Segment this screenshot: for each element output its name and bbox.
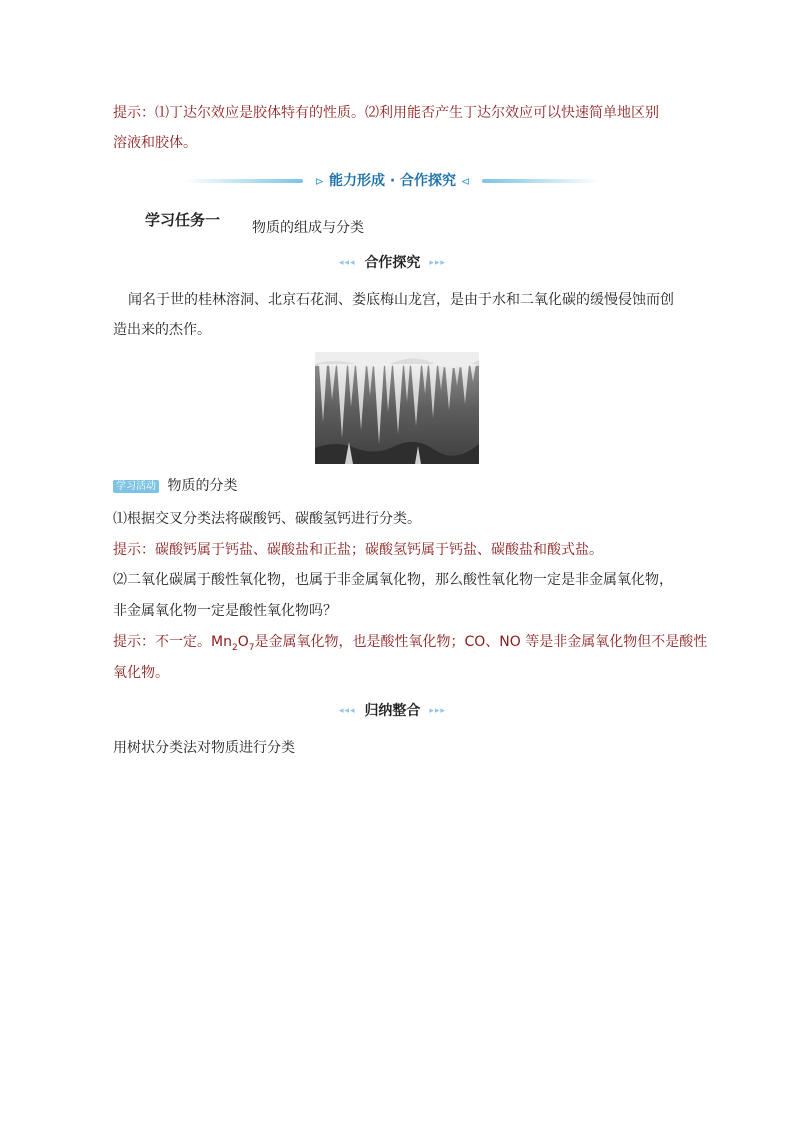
banner-arrow-left-icon: ⊲ — [460, 175, 471, 188]
summary-dots-left-icon: ◂◂◂ — [339, 706, 356, 716]
intro-paragraph-line2: 造出来的杰作。 — [113, 322, 211, 338]
answer-2-prefix: 提示：不一定。Mn — [113, 634, 232, 650]
banner-arrow-right-icon: ⊳ — [314, 175, 325, 188]
banner-title: 能力形成 · 合作探究 — [328, 173, 457, 189]
banner-bar-right — [482, 179, 600, 183]
answer-2-sub2: 7 — [248, 642, 255, 653]
banner-title-wrap — [303, 170, 482, 193]
answer-1: 提示：碳酸钙属于钙盐、碳酸盐和正盐；碳酸氢钙属于钙盐、碳酸盐和酸式盐。 — [113, 542, 603, 558]
summary-dots-right-icon: ▸▸▸ — [429, 706, 446, 716]
cave-photo-svg — [315, 352, 479, 464]
dots-right-icon: ▸▸▸ — [429, 258, 446, 268]
answer-2-mid: O — [237, 634, 249, 650]
cooperative-label: 合作探究 — [364, 255, 421, 271]
banner-bar-left — [185, 179, 303, 183]
answer-2-line2: 氧化物。 — [113, 665, 169, 681]
task-subtitle: 物质的组成与分类 — [252, 220, 364, 236]
hint-tyndall-line2: 溶液和胶体。 — [113, 135, 197, 151]
activity-title: 物质的分类 — [167, 478, 238, 494]
activity-tag: 学习活动 — [113, 480, 159, 493]
answer-2-line1 — [113, 632, 707, 658]
cave-stalactite-photo — [315, 352, 479, 464]
answer-2-rest: 是金属氧化物，也是酸性氧化物；CO、NO 等是非金属氧化物但不是酸性 — [254, 634, 708, 650]
cooperative-subhead — [339, 253, 446, 273]
task-title: 学习任务一 — [145, 211, 221, 229]
summary-label: 归纳整合 — [364, 703, 421, 719]
dots-left-icon: ◂◂◂ — [339, 258, 356, 268]
question-1: ⑴根据交叉分类法将碳酸钙、碳酸氢钙进行分类。 — [113, 511, 421, 527]
section-banner — [185, 170, 600, 192]
summary-subhead — [339, 701, 446, 721]
question-2-line1: ⑵二氧化碳属于酸性氧化物，也属于非金属氧化物，那么酸性氧化物一定是非金属氧化物， — [113, 572, 673, 588]
question-2-line2: 非金属氧化物一定是酸性氧化物吗？ — [113, 603, 337, 619]
activity-heading — [113, 476, 237, 496]
summary-text: 用树状分类法对物质进行分类 — [113, 740, 295, 756]
hint-tyndall-line1: 提示：⑴丁达尔效应是胶体特有的性质。⑵利用能否产生丁达尔效应可以快速简单地区别 — [113, 105, 659, 121]
answer-2-sub1: 2 — [231, 642, 238, 653]
intro-paragraph-line1: 闻名于世的桂林溶洞、北京石花洞、娄底梅山龙宫，是由于水和二氧化碳的缓慢侵蚀而创 — [128, 292, 674, 308]
